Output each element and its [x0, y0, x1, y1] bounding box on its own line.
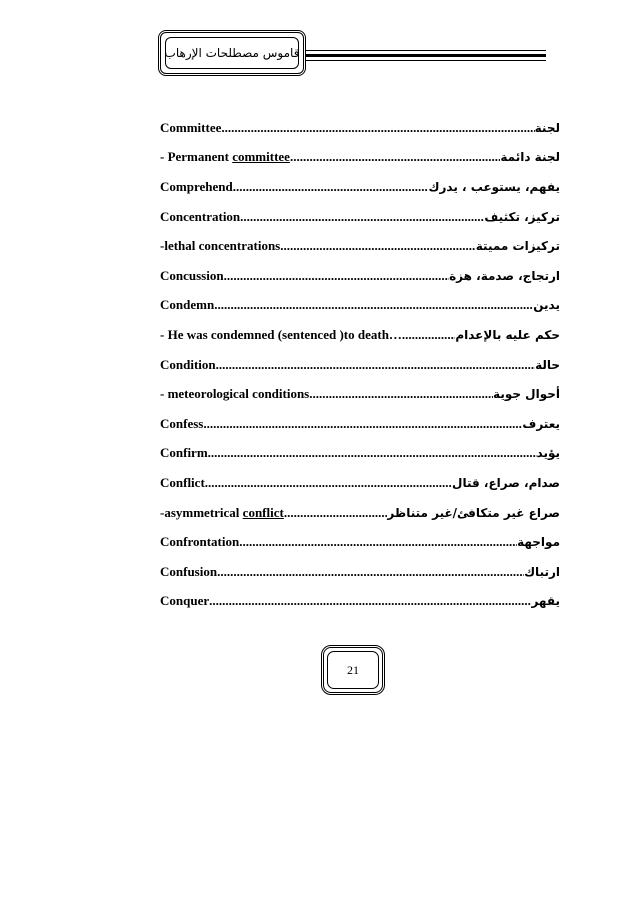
- dot-leader: [205, 475, 452, 491]
- dot-leader: [203, 416, 522, 432]
- glossary-entry: [160, 557, 560, 587]
- entry-english: [160, 593, 209, 609]
- glossary-entry: [160, 291, 560, 321]
- glossary-entry: [160, 143, 560, 173]
- entry-english: [160, 534, 239, 550]
- entry-english-text: - Permanent: [160, 149, 233, 165]
- entry-english: [160, 445, 208, 461]
- entry-english: [160, 564, 217, 580]
- entry-english-text: -asymmetrical: [160, 504, 243, 520]
- dot-leader: [240, 209, 484, 225]
- entry-english: [160, 357, 216, 373]
- entry-english-text: Confusion: [160, 563, 218, 579]
- dot-leader: [208, 445, 537, 461]
- dot-leader: [239, 534, 517, 550]
- dot-leader: [217, 564, 524, 580]
- glossary-entry: [160, 113, 560, 143]
- entry-english-term: committee: [232, 149, 290, 165]
- entry-arabic: حالة: [535, 357, 560, 372]
- dot-leader: [214, 297, 533, 313]
- glossary-entry: [160, 409, 560, 439]
- glossary-entry: [160, 379, 560, 409]
- entry-english-text: - He was condemned (sentenced )to death…: [160, 326, 402, 342]
- glossary-entry: [160, 231, 560, 261]
- entry-arabic: يعترف: [522, 416, 560, 431]
- entry-arabic: صراع غير متكافئ/غير متناظر: [387, 505, 560, 520]
- glossary-entry: [160, 320, 560, 350]
- glossary-entry: [160, 202, 560, 232]
- dot-leader: [224, 268, 450, 284]
- dot-leader: [233, 179, 429, 195]
- entry-english-text: Confess: [160, 415, 204, 431]
- header-title: قاموس مصطلحات الإرهاب: [164, 46, 300, 60]
- entry-arabic: لجنة دائمة: [500, 150, 560, 165]
- entry-arabic: تركيز، تكثيف: [484, 209, 560, 224]
- entry-english: [160, 416, 203, 432]
- dot-leader: [280, 238, 476, 254]
- glossary-entry: [160, 439, 560, 469]
- entry-english: [160, 386, 309, 402]
- entry-arabic: يدين: [533, 298, 560, 313]
- entry-arabic: يقهر: [531, 594, 560, 609]
- entry-english: [160, 120, 221, 136]
- entry-arabic: مواجهة: [517, 535, 560, 550]
- glossary-entry: [160, 261, 560, 291]
- entry-english: [160, 179, 233, 195]
- entry-arabic: يؤيد: [536, 446, 560, 461]
- dot-leader: [221, 120, 534, 136]
- entry-english-text: Confrontation: [160, 534, 240, 550]
- glossary-entry: [160, 172, 560, 202]
- dot-leader: [290, 149, 500, 165]
- entry-arabic: لجنة: [534, 120, 560, 135]
- glossary-entry: [160, 527, 560, 557]
- entry-arabic: ارتجاج، صدمة، هزة: [449, 268, 560, 283]
- glossary-entry: [160, 587, 560, 617]
- entry-english: [160, 209, 240, 225]
- entry-english: [160, 475, 205, 491]
- entry-english: [160, 268, 224, 284]
- entry-english: [160, 297, 214, 313]
- entry-english: [160, 327, 402, 343]
- dot-leader: [309, 386, 493, 402]
- entry-english-text: Conflict: [160, 474, 205, 490]
- glossary-entry: [160, 498, 560, 528]
- page-number-box: [321, 645, 385, 695]
- entry-arabic: تركيزات مميتة: [475, 239, 560, 254]
- glossary-entry: [160, 350, 560, 380]
- entry-arabic: يفهم، يستوعب ، يدرك: [428, 179, 560, 194]
- header-title-box: [158, 30, 306, 76]
- entry-english: [160, 505, 284, 521]
- entry-english-text: Condemn: [160, 297, 215, 313]
- entry-arabic: حكم عليه بالإعدام: [455, 327, 560, 342]
- entry-english-text: -lethal concentrations: [160, 238, 281, 254]
- entry-english-text: Concentration: [160, 208, 241, 224]
- glossary-list: [160, 113, 560, 616]
- entry-english-text: - meteorological conditions: [160, 386, 310, 402]
- glossary-entry: [160, 468, 560, 498]
- dot-leader: [209, 593, 531, 609]
- entry-english-text: Committee: [160, 119, 222, 135]
- entry-english: [160, 149, 290, 165]
- dot-leader: [216, 357, 535, 373]
- entry-arabic: أحوال جوية: [493, 387, 560, 402]
- entry-english-text: Condition: [160, 356, 216, 372]
- dot-leader: [402, 327, 455, 343]
- entry-english: [160, 238, 280, 254]
- entry-arabic: ارتباك: [524, 564, 560, 579]
- dot-leader: [284, 505, 388, 521]
- entry-english-text: Conquer: [160, 593, 210, 609]
- entry-english-text: Comprehend: [160, 178, 233, 194]
- entry-english-term: conflict: [242, 504, 284, 520]
- entry-english-text: Concussion: [160, 267, 224, 283]
- entry-arabic: صدام، صراع، قتال: [452, 475, 560, 490]
- page-number: 21: [347, 662, 359, 677]
- entry-english-text: Confirm: [160, 445, 208, 461]
